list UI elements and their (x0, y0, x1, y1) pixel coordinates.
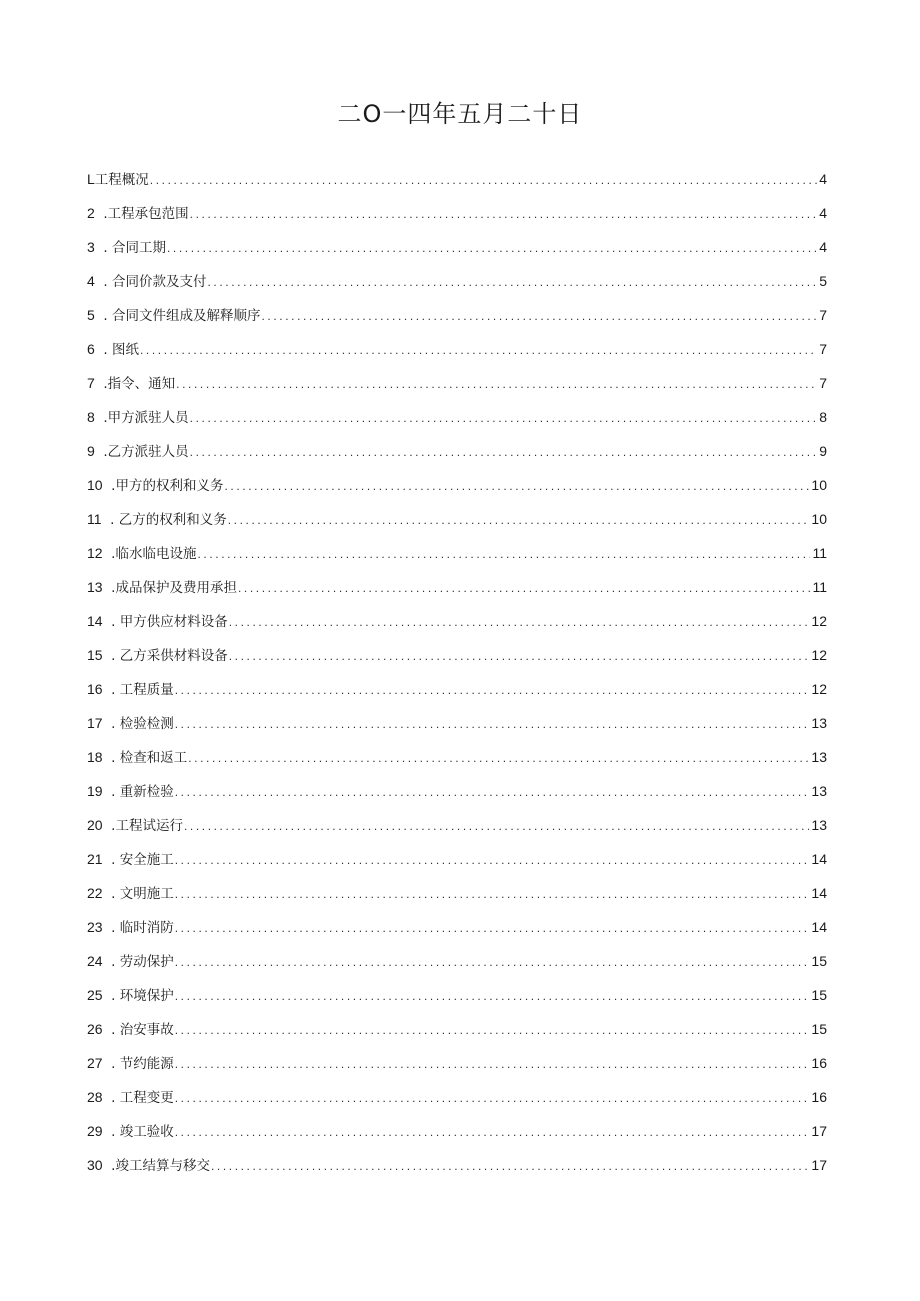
toc-entry-separator: . (102, 886, 120, 902)
toc-entry-number: 18 (87, 749, 103, 765)
toc-entry-title: 甲方供应材料设备 (119, 614, 228, 630)
toc-entry-separator: . (94, 444, 108, 460)
toc-leader-dots (190, 435, 818, 469)
toc-entry-number: 13 (87, 579, 103, 595)
toc-entry[interactable] (87, 230, 827, 264)
toc-entry-number: 29 (87, 1123, 103, 1139)
toc-entry-separator: . (102, 682, 120, 698)
toc-entry-separator: . (94, 274, 112, 290)
toc-entry-page: 17 (811, 1123, 827, 1139)
toc-entry-number: 25 (87, 987, 103, 1003)
toc-entry-title: 工程承包范围 (107, 206, 189, 222)
toc-entry-number: 21 (87, 851, 103, 867)
toc-entry[interactable] (87, 570, 827, 604)
toc-leader-dots (175, 1081, 810, 1115)
toc-entry-separator: . (102, 818, 116, 834)
toc-entry-separator: . (101, 512, 119, 528)
toc-entry-title: 治安事故 (119, 1022, 174, 1038)
toc-entry-separator: . (102, 580, 116, 596)
toc-entry[interactable] (87, 910, 827, 944)
toc-leader-dots (211, 1149, 809, 1183)
toc-entry-page: 4 (819, 239, 827, 255)
toc-entry-title: 合同工期 (111, 240, 166, 256)
toc-entry-number: 3 (87, 239, 95, 255)
toc-entry-page: 15 (811, 987, 827, 1003)
toc-entry-separator: . (102, 1056, 120, 1072)
toc-leader-dots (238, 571, 811, 605)
toc-entry[interactable] (87, 672, 827, 706)
toc-leader-dots (188, 741, 809, 775)
toc-leader-dots (175, 1047, 810, 1081)
toc-entry-separator: . (102, 852, 120, 868)
toc-entry-page: 12 (811, 613, 827, 629)
toc-entry-title: 环境保护 (119, 988, 174, 1004)
toc-entry-number: 16 (87, 681, 103, 697)
toc-entry-title: 重新检验 (119, 784, 174, 800)
toc-entry-page: 7 (819, 341, 827, 357)
toc-entry[interactable] (87, 400, 827, 434)
toc-entry-page: 13 (811, 817, 827, 833)
toc-entry-separator: . (94, 342, 112, 358)
toc-entry-title: 检查和返工 (119, 750, 188, 766)
toc-entry-page: 15 (811, 953, 827, 969)
toc-entry-number: 8 (87, 409, 95, 425)
toc-entry-page: 13 (811, 749, 827, 765)
toc-entry-number: 11 (87, 511, 102, 527)
toc-entry-number: 10 (87, 477, 103, 493)
toc-entry-page: 14 (811, 851, 827, 867)
toc-entry-separator: . (102, 1090, 120, 1106)
toc-entry-title: 图纸 (111, 342, 139, 358)
toc-entry-title: 乙方派驻人员 (107, 444, 189, 460)
toc-entry[interactable] (87, 978, 827, 1012)
toc-entry-number: 26 (87, 1021, 103, 1037)
toc-entry-title: 工程试运行 (115, 818, 183, 834)
toc-entry-separator: . (94, 308, 112, 324)
toc-entry[interactable] (87, 468, 827, 502)
toc-entry[interactable] (87, 298, 827, 332)
toc-entry-number: 15 (87, 647, 103, 663)
toc-leader-dots (175, 673, 810, 707)
toc-entry-page: 10 (811, 511, 827, 527)
toc-entry[interactable] (87, 774, 827, 808)
toc-leader-dots (229, 605, 810, 639)
toc-entry-separator: . (102, 716, 120, 732)
toc-leader-dots (175, 979, 810, 1013)
toc-entry-separator: . (94, 240, 112, 256)
toc-entry-number: 17 (87, 715, 103, 731)
toc-entry-separator: . (94, 410, 108, 426)
toc-entry[interactable] (87, 1012, 827, 1046)
toc-entry-number: 12 (87, 545, 103, 561)
toc-entry-title: 文明施工 (119, 886, 174, 902)
toc-entry-title: 竣工结算与移交 (115, 1158, 210, 1174)
toc-entry-number: 30 (87, 1157, 103, 1173)
toc-entry-number: 23 (87, 919, 103, 935)
toc-entry-number: 4 (87, 273, 95, 289)
toc-entry[interactable] (87, 162, 827, 196)
toc-entry-page: 17 (811, 1157, 827, 1173)
toc-entry-separator: . (102, 1158, 116, 1174)
toc-entry-page: 15 (811, 1021, 827, 1037)
toc-entry[interactable] (87, 808, 827, 842)
toc-leader-dots (175, 877, 810, 911)
toc-leader-dots (176, 367, 817, 401)
toc-entry[interactable] (87, 604, 827, 638)
toc-entry[interactable] (87, 876, 827, 910)
toc-entry-page: 7 (819, 307, 827, 323)
toc-entry[interactable] (87, 706, 827, 740)
toc-leader-dots (184, 809, 809, 843)
toc-entry-title: 工程质量 (119, 682, 174, 698)
toc-leader-dots (228, 503, 810, 537)
toc-entry-page: 12 (811, 681, 827, 697)
toc-entry[interactable] (87, 332, 827, 366)
toc-entry-page: 9 (819, 443, 827, 459)
toc-leader-dots (175, 1013, 810, 1047)
toc-leader-dots (207, 265, 817, 299)
toc-entry-separator: . (102, 1124, 120, 1140)
toc-leader-dots (175, 843, 810, 877)
toc-entry-page: 4 (819, 205, 827, 221)
toc-entry-number: 28 (87, 1089, 103, 1105)
toc-entry-number: 14 (87, 613, 103, 629)
toc-entry-separator: . (102, 988, 120, 1004)
toc-entry-number: 27 (87, 1055, 103, 1071)
toc-entry-title: 临时消防 (119, 920, 174, 936)
toc-entry-title: 劳动保护 (119, 954, 174, 970)
toc-entry-page: 16 (811, 1089, 827, 1105)
toc-entry-page: 16 (811, 1055, 827, 1071)
document-date-title: 二O一四年五月二十日 (337, 100, 583, 128)
toc-entry-page: 11 (812, 579, 827, 595)
toc-entry-number: 20 (87, 817, 103, 833)
toc-entry[interactable] (87, 264, 827, 298)
toc-leader-dots (140, 333, 817, 367)
toc-entry-title: 甲方的权利和义务 (115, 478, 224, 494)
toc-entry[interactable] (87, 944, 827, 978)
toc-entry-number: 6 (87, 341, 95, 357)
toc-entry-title: 工程概况 (94, 172, 149, 188)
toc-entry-title: 甲方派驻人员 (107, 410, 189, 426)
toc-entry-page: 5 (819, 273, 827, 289)
toc-entry[interactable] (87, 638, 827, 672)
toc-entry-separator: . (102, 784, 120, 800)
toc-entry-title: 工程变更 (119, 1090, 174, 1106)
toc-leader-dots (229, 639, 810, 673)
toc-leader-dots (175, 775, 810, 809)
toc-leader-dots (190, 197, 818, 231)
toc-entry[interactable] (87, 536, 827, 570)
toc-entry-number: 9 (87, 443, 95, 459)
toc-entry[interactable] (87, 196, 827, 230)
toc-entry-separator: . (102, 920, 120, 936)
toc-entry[interactable] (87, 842, 827, 876)
toc-entry-page: 14 (811, 919, 827, 935)
toc-entry[interactable] (87, 434, 827, 468)
toc-entry[interactable] (87, 1080, 827, 1114)
toc-entry-separator: . (102, 648, 120, 664)
toc-leader-dots (261, 299, 817, 333)
toc-entry-number: 5 (87, 307, 95, 323)
toc-entry-title: 节约能源 (119, 1056, 174, 1072)
toc-entry-page: 13 (811, 715, 827, 731)
toc-entry-title: 成品保护及费用承担 (115, 580, 237, 596)
toc-entry-page: 14 (811, 885, 827, 901)
toc-entry-title: 临水临电设施 (115, 546, 197, 562)
toc-leader-dots (167, 231, 817, 265)
toc-entry-number: L (87, 171, 95, 187)
toc-entry-title: 合同文件组成及解释顺序 (111, 308, 261, 324)
toc-entry[interactable] (87, 740, 827, 774)
toc-entry-page: 13 (811, 783, 827, 799)
toc-entry-separator: . (102, 1022, 120, 1038)
toc-leader-dots (150, 163, 817, 197)
toc-entry-number: 2 (87, 205, 95, 221)
toc-leader-dots (224, 469, 809, 503)
toc-leader-dots (197, 537, 810, 571)
toc-entry-page: 4 (819, 171, 827, 187)
toc-entry-number: 24 (87, 953, 103, 969)
toc-entry-title: 合同价款及支付 (111, 274, 207, 290)
toc-entry-page: 8 (819, 409, 827, 425)
table-of-contents (87, 162, 827, 1182)
toc-entry-page: 7 (819, 375, 827, 391)
toc-leader-dots (190, 401, 818, 435)
toc-entry-separator: . (102, 478, 116, 494)
toc-entry-number: 22 (87, 885, 103, 901)
toc-leader-dots (175, 1115, 810, 1149)
toc-entry-title: 竣工验收 (119, 1124, 174, 1140)
toc-entry[interactable] (87, 1046, 827, 1080)
toc-entry[interactable] (87, 1114, 827, 1148)
toc-entry-page: 10 (811, 477, 827, 493)
toc-entry-separator: . (94, 206, 108, 222)
toc-leader-dots (175, 911, 810, 945)
toc-entry-separator: . (102, 750, 120, 766)
toc-entry[interactable] (87, 366, 827, 400)
toc-entry-separator: . (102, 546, 116, 562)
toc-entry-title: 乙方采供材料设备 (119, 648, 228, 664)
toc-leader-dots (175, 707, 810, 741)
toc-entry-title: 检验检测 (119, 716, 174, 732)
toc-entry-separator: . (102, 954, 120, 970)
toc-entry-title: 指令、通知 (107, 376, 176, 392)
toc-entry-separator: . (102, 614, 120, 630)
toc-entry-page: 12 (811, 647, 827, 663)
toc-entry-page: 11 (812, 545, 827, 561)
toc-entry-separator: . (94, 376, 108, 392)
toc-entry[interactable] (87, 502, 827, 536)
toc-entry[interactable] (87, 1148, 827, 1182)
toc-entry-number: 19 (87, 783, 103, 799)
toc-entry-title: 乙方的权利和义务 (118, 512, 227, 528)
toc-entry-title: 安全施工 (119, 852, 174, 868)
toc-leader-dots (175, 945, 810, 979)
toc-entry-number: 7 (87, 375, 95, 391)
